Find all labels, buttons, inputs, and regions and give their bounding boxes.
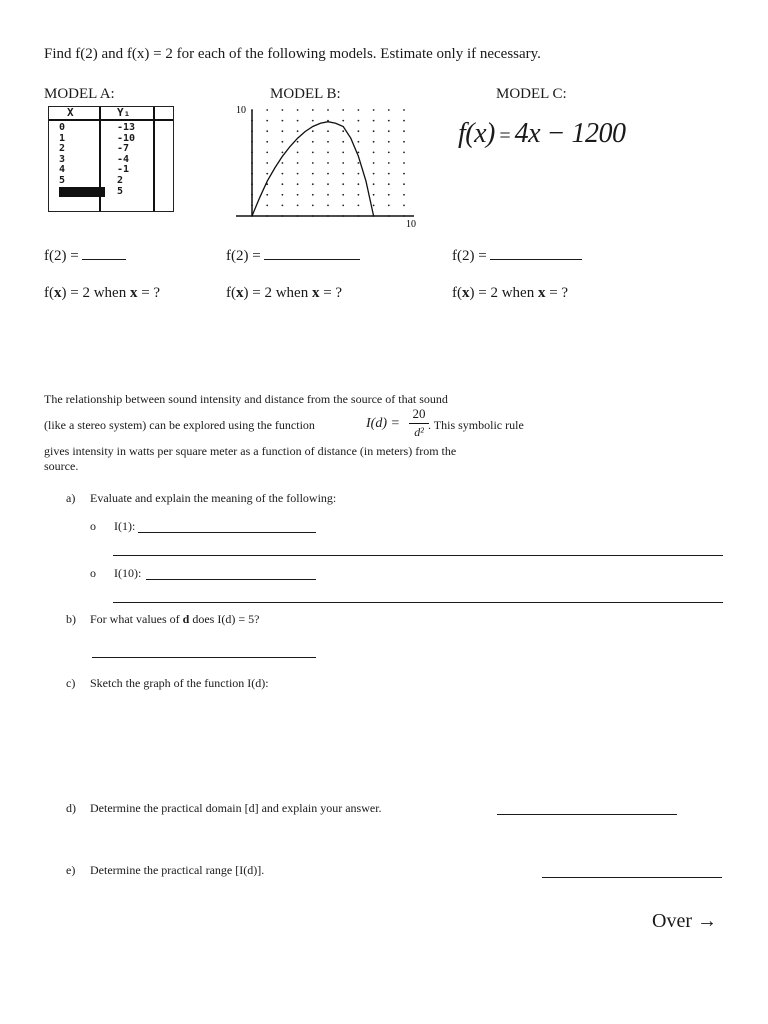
y-cell: -7 xyxy=(117,143,130,155)
grid-dot xyxy=(388,194,390,196)
grid-dot xyxy=(373,141,375,143)
grid-dot xyxy=(342,194,344,196)
grid-dot xyxy=(373,162,375,164)
grid-dot xyxy=(297,152,299,154)
function-lhs: I(d) = xyxy=(366,416,400,431)
model-c-fx: f(x) = 2 when x = ? xyxy=(452,285,569,301)
parabola-curve xyxy=(252,122,374,216)
y-cell: -13 xyxy=(117,122,136,133)
x-cell: 3 xyxy=(59,153,66,165)
grid-dot xyxy=(282,173,284,175)
grid-dot xyxy=(403,194,405,196)
formula-lhs: f(x) xyxy=(458,118,495,149)
grid-dot xyxy=(358,173,360,175)
model-a-table xyxy=(48,106,174,212)
grid-dot xyxy=(282,183,284,185)
x-cell: 5 xyxy=(59,174,66,186)
y-cell: 5 xyxy=(117,185,124,197)
q-d-text: Determine the practical domain [d] and explain your answer. xyxy=(90,801,382,815)
grid-dot xyxy=(312,194,314,196)
model-a-f2 xyxy=(44,246,126,265)
grid-dot xyxy=(282,141,284,143)
col-y-header: Y₁ xyxy=(117,106,131,119)
grid-dot xyxy=(403,109,405,111)
sound-line-1: The relationship between sound intensity and distance from the source of that sound xyxy=(44,392,448,406)
formula-eq: = xyxy=(494,125,515,147)
grid-dot xyxy=(342,183,344,185)
grid-dot xyxy=(282,109,284,111)
y-max-label: 10 xyxy=(236,105,246,116)
grid-dot xyxy=(266,194,268,196)
x-cell: 1 xyxy=(59,132,66,144)
grid-dot xyxy=(358,109,360,111)
sound-line-4: source. xyxy=(44,459,79,473)
model-c-f2 xyxy=(452,246,582,265)
grid-dot xyxy=(266,109,268,111)
q-a-text: Evaluate and explain the meaning of the following: xyxy=(90,491,337,505)
grid-dot xyxy=(297,130,299,132)
grid-dot xyxy=(388,120,390,122)
grid-dot xyxy=(373,205,375,207)
q-a1-bullet: o xyxy=(90,519,96,533)
grid-dot xyxy=(358,152,360,154)
grid-dot xyxy=(373,120,375,122)
fraction-numerator: 20 xyxy=(412,406,426,421)
grid-dot xyxy=(342,152,344,154)
grid-dot xyxy=(373,152,375,154)
grid-dot xyxy=(297,205,299,207)
model-c-formula xyxy=(458,118,625,150)
q-c-marker: c) xyxy=(66,676,76,690)
grid-dot xyxy=(342,205,344,207)
grid-dot xyxy=(373,173,375,175)
f2-label: f(2) = xyxy=(452,248,487,264)
e-answer-line[interactable] xyxy=(542,877,722,878)
grid-dot xyxy=(388,141,390,143)
grid-dot xyxy=(358,183,360,185)
grid-dot xyxy=(327,173,329,175)
q-d-marker: d) xyxy=(66,801,76,815)
grid-dot xyxy=(282,130,284,132)
grid-dot xyxy=(312,205,314,207)
fraction-denominator: d² xyxy=(414,425,424,439)
grid-dot xyxy=(403,162,405,164)
q-a2-text: I(10): xyxy=(114,566,142,580)
grid-dot xyxy=(297,194,299,196)
grid-dot xyxy=(327,162,329,164)
grid-dot xyxy=(403,130,405,132)
q-a1-text: I(1): xyxy=(114,519,136,533)
model-b-fx: f(x) = 2 when x = ? xyxy=(226,285,343,301)
sound-line-2-post: . This symbolic rule xyxy=(428,418,524,432)
grid-dot xyxy=(388,109,390,111)
grid-dot xyxy=(312,141,314,143)
over-label: Over → xyxy=(652,910,717,932)
answer-blank[interactable] xyxy=(490,246,582,260)
a2-explain-line[interactable] xyxy=(113,602,723,603)
grid-dot xyxy=(312,109,314,111)
formula-rhs: 4x − 1200 xyxy=(514,118,626,149)
grid-dot xyxy=(312,173,314,175)
grid-dot xyxy=(342,109,344,111)
x-cell: 0 xyxy=(59,122,66,133)
a1-answer-line[interactable] xyxy=(138,532,316,533)
f2-label: f(2) = xyxy=(44,248,79,264)
grid-dot xyxy=(312,120,314,122)
grid-dot xyxy=(342,120,344,122)
grid-dot xyxy=(358,205,360,207)
a1-explain-line[interactable] xyxy=(113,555,723,556)
a2-answer-line[interactable] xyxy=(146,579,316,580)
model-b-f2 xyxy=(226,246,360,265)
grid-dot xyxy=(388,173,390,175)
y-cell: -10 xyxy=(117,132,136,144)
sound-line-2: (like a stereo system) can be explored using the function xyxy=(44,418,315,432)
grid-dot xyxy=(373,183,375,185)
q-c-text: Sketch the graph of the function I(d): xyxy=(90,676,269,690)
q-b-text: For what values of d does I(d) = 5? xyxy=(90,612,260,626)
answer-blank[interactable] xyxy=(264,246,360,260)
grid-dot xyxy=(342,162,344,164)
grid-dot xyxy=(266,162,268,164)
x-column xyxy=(59,123,105,197)
grid-dot xyxy=(358,141,360,143)
q-a-marker: a) xyxy=(66,491,76,505)
grid-dot xyxy=(312,183,314,185)
f2-label: f(2) = xyxy=(226,248,261,264)
grid-dot xyxy=(327,130,329,132)
grid-dot xyxy=(327,205,329,207)
grid-dot xyxy=(312,152,314,154)
answer-blank[interactable] xyxy=(82,246,126,260)
grid-dot xyxy=(388,130,390,132)
grid-dot xyxy=(358,130,360,132)
grid-dot xyxy=(358,120,360,122)
grid-dot xyxy=(297,183,299,185)
y-cell: 2 xyxy=(117,174,124,186)
grid-dot xyxy=(327,141,329,143)
grid-dot xyxy=(388,152,390,154)
grid-dot xyxy=(327,152,329,154)
grid-dot xyxy=(373,194,375,196)
y-cell: -4 xyxy=(117,153,130,165)
b-answer-line[interactable] xyxy=(92,657,316,658)
x-cell: 2 xyxy=(59,143,66,155)
grid-dot xyxy=(266,205,268,207)
grid-dot xyxy=(327,109,329,111)
grid-dot xyxy=(297,162,299,164)
d-answer-line[interactable] xyxy=(497,814,677,815)
model-b-graph xyxy=(228,100,428,232)
grid-dot xyxy=(282,162,284,164)
grid-dot xyxy=(282,205,284,207)
grid-dot xyxy=(266,173,268,175)
grid-dot xyxy=(403,205,405,207)
model-a-fx: f(x) = 2 when x = ? xyxy=(44,285,161,301)
grid-dot xyxy=(403,120,405,122)
grid-dot xyxy=(312,130,314,132)
grid-dot xyxy=(403,141,405,143)
model-a-label: MODEL A: xyxy=(44,86,115,102)
q-e-marker: e) xyxy=(66,863,76,877)
grid-dot xyxy=(388,205,390,207)
grid-dot xyxy=(373,109,375,111)
function-fraction xyxy=(409,406,429,440)
grid-dot xyxy=(388,162,390,164)
grid-dot xyxy=(282,120,284,122)
grid-dot xyxy=(403,173,405,175)
col-x-header: X xyxy=(67,106,74,119)
grid-dot xyxy=(282,152,284,154)
x-cell-selected: 6 xyxy=(59,187,105,198)
x-max-label: 10 xyxy=(406,219,416,230)
q-e-text: Determine the practical range [I(d)]. xyxy=(90,863,265,877)
y-cell: -1 xyxy=(117,164,130,176)
grid-dot xyxy=(266,130,268,132)
grid-dot xyxy=(297,173,299,175)
grid-dot xyxy=(297,109,299,111)
grid-dot xyxy=(266,141,268,143)
grid-dot xyxy=(266,120,268,122)
grid-dot xyxy=(342,173,344,175)
grid-dot xyxy=(373,130,375,132)
grid-dot xyxy=(358,194,360,196)
grid-dot xyxy=(342,130,344,132)
model-b-label: MODEL B: xyxy=(270,86,341,102)
grid-dot xyxy=(312,162,314,164)
grid-dot xyxy=(297,141,299,143)
grid-dot xyxy=(403,183,405,185)
q-b-marker: b) xyxy=(66,612,76,626)
y-column xyxy=(117,123,135,197)
instruction: Find f(2) and f(x) = 2 for each of the following models. Estimate only if necessary. xyxy=(44,46,541,62)
q-a2-bullet: o xyxy=(90,566,96,580)
grid-dot xyxy=(388,183,390,185)
grid-dot xyxy=(342,141,344,143)
grid-dot xyxy=(403,152,405,154)
grid-dot xyxy=(266,152,268,154)
grid-dot xyxy=(327,194,329,196)
grid-dot xyxy=(327,183,329,185)
sound-line-3: gives intensity in watts per square meter as a function of distance (in meters) from the xyxy=(44,444,457,458)
grid-dot xyxy=(297,120,299,122)
model-c-label: MODEL C: xyxy=(496,86,567,102)
x-cell: 4 xyxy=(59,164,66,176)
grid-dot xyxy=(282,194,284,196)
grid-dot xyxy=(358,162,360,164)
